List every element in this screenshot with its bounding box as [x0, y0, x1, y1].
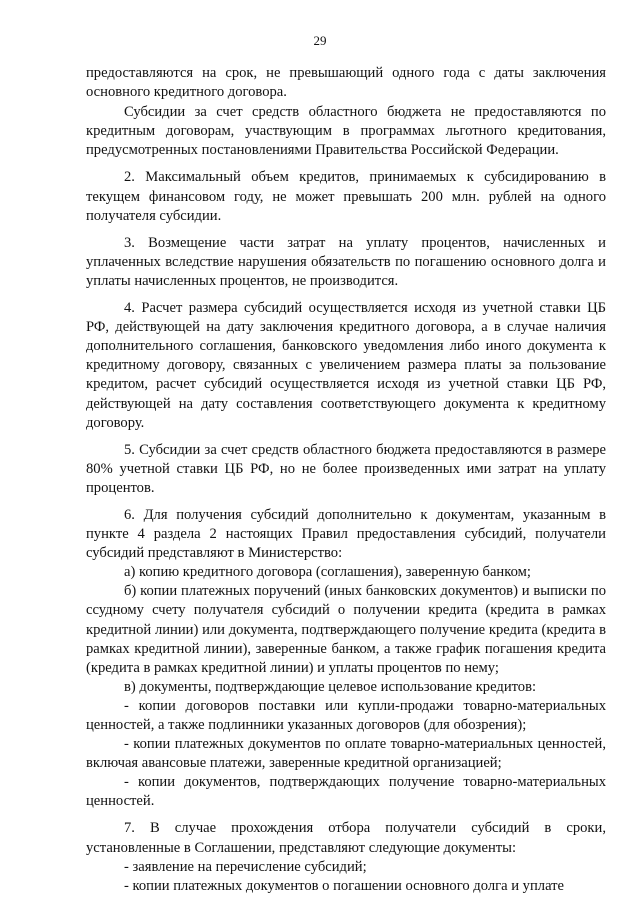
paragraph-item-2: 2. Максимальный объем кредитов, принимаемых к субсидированию в текущем финансовом году, не может превышать 200 млн. рублей на одного получателя субсидии.	[86, 169, 606, 224]
document-body	[86, 64, 606, 896]
paragraph-item-6a: а) копию кредитного договора (соглашения), заверенную банком;	[124, 564, 531, 581]
paragraph-item-5: 5. Субсидии за счет средств областного бюджета предоставляются в размере 80% учетной ставки ЦБ РФ, но не более произведенных ими затрат на уплату процентов.	[86, 441, 606, 496]
list-item-transfer-application: - заявление на перечисление субсидий;	[124, 858, 367, 875]
list-item-supply-contracts: - копии договоров поставки или купли-продажи товарно-материальных ценностей, а также подлинники указанных договоров (для обозрения);	[86, 697, 606, 733]
paragraph-subsidies-exclusion: Субсидии за счет средств областного бюджета не предоставляются по кредитным договорам, участвующим в программах льготного кредитования, предусмотренных постановлениями Правительства Российской Федерации.	[86, 104, 606, 159]
paragraph-continuation: предоставляются на срок, не превышающий одного года с даты заключения основного кредитного договора.	[86, 65, 606, 101]
paragraph-item-3: 3. Возмещение части затрат на уплату процентов, начисленных и уплаченных вследствие нарушения обязательств по погашению основного долга и уплаты начисленных процентов, не производится.	[86, 234, 606, 289]
paragraph-item-6b: б) копии платежных поручений (иных банковских документов) и выписки по ссудному счету получателя субсидий о получении кредита (кредита в рамках кредитной линии) или документа, подтверждающего получение кредита (кредита в рамках кредитной линии), заверенные банком, а также график погашения кредита (кредита в рамках кредитной линии) и уплаты процентов по нему;	[86, 583, 606, 676]
paragraph-item-7: 7. В случае прохождения отбора получатели субсидий в сроки, установленные в Соглашении, представляют следующие документы:	[86, 820, 606, 856]
list-item-repayment-documents: - копии платежных документов о погашении основного долга и уплате	[124, 877, 565, 894]
paragraph-item-4: 4. Расчет размера субсидий осуществляется исходя из учетной ставки ЦБ РФ, действующей на дату заключения кредитного договора, а в случае наличия дополнительного соглашения, банковского уведомления либо иного документа к кредитному договору, связанных с увеличением размера платы за пользование кредитом, расчет субсидий осуществляется исходя из учетной ставки ЦБ РФ, действующей на дату составления соответствующего документа к кредитному договору.	[86, 300, 606, 431]
page-number: 29	[313, 33, 327, 48]
paragraph-item-6v: в) документы, подтверждающие целевое использование кредитов:	[124, 678, 537, 695]
list-item-payment-documents: - копии платежных документов по оплате товарно-материальных ценностей, включая авансовые платежи, заверенные кредитной организацией;	[86, 736, 606, 772]
paragraph-item-6: 6. Для получения субсидий дополнительно к документам, указанным в пункте 4 раздела 2 настоящих Правил предоставления субсидий, получатели субсидий представляют в Министерство:	[86, 506, 606, 562]
list-item-receipt-documents: - копии документов, подтверждающих получение товарно-материальных ценностей.	[86, 774, 606, 810]
